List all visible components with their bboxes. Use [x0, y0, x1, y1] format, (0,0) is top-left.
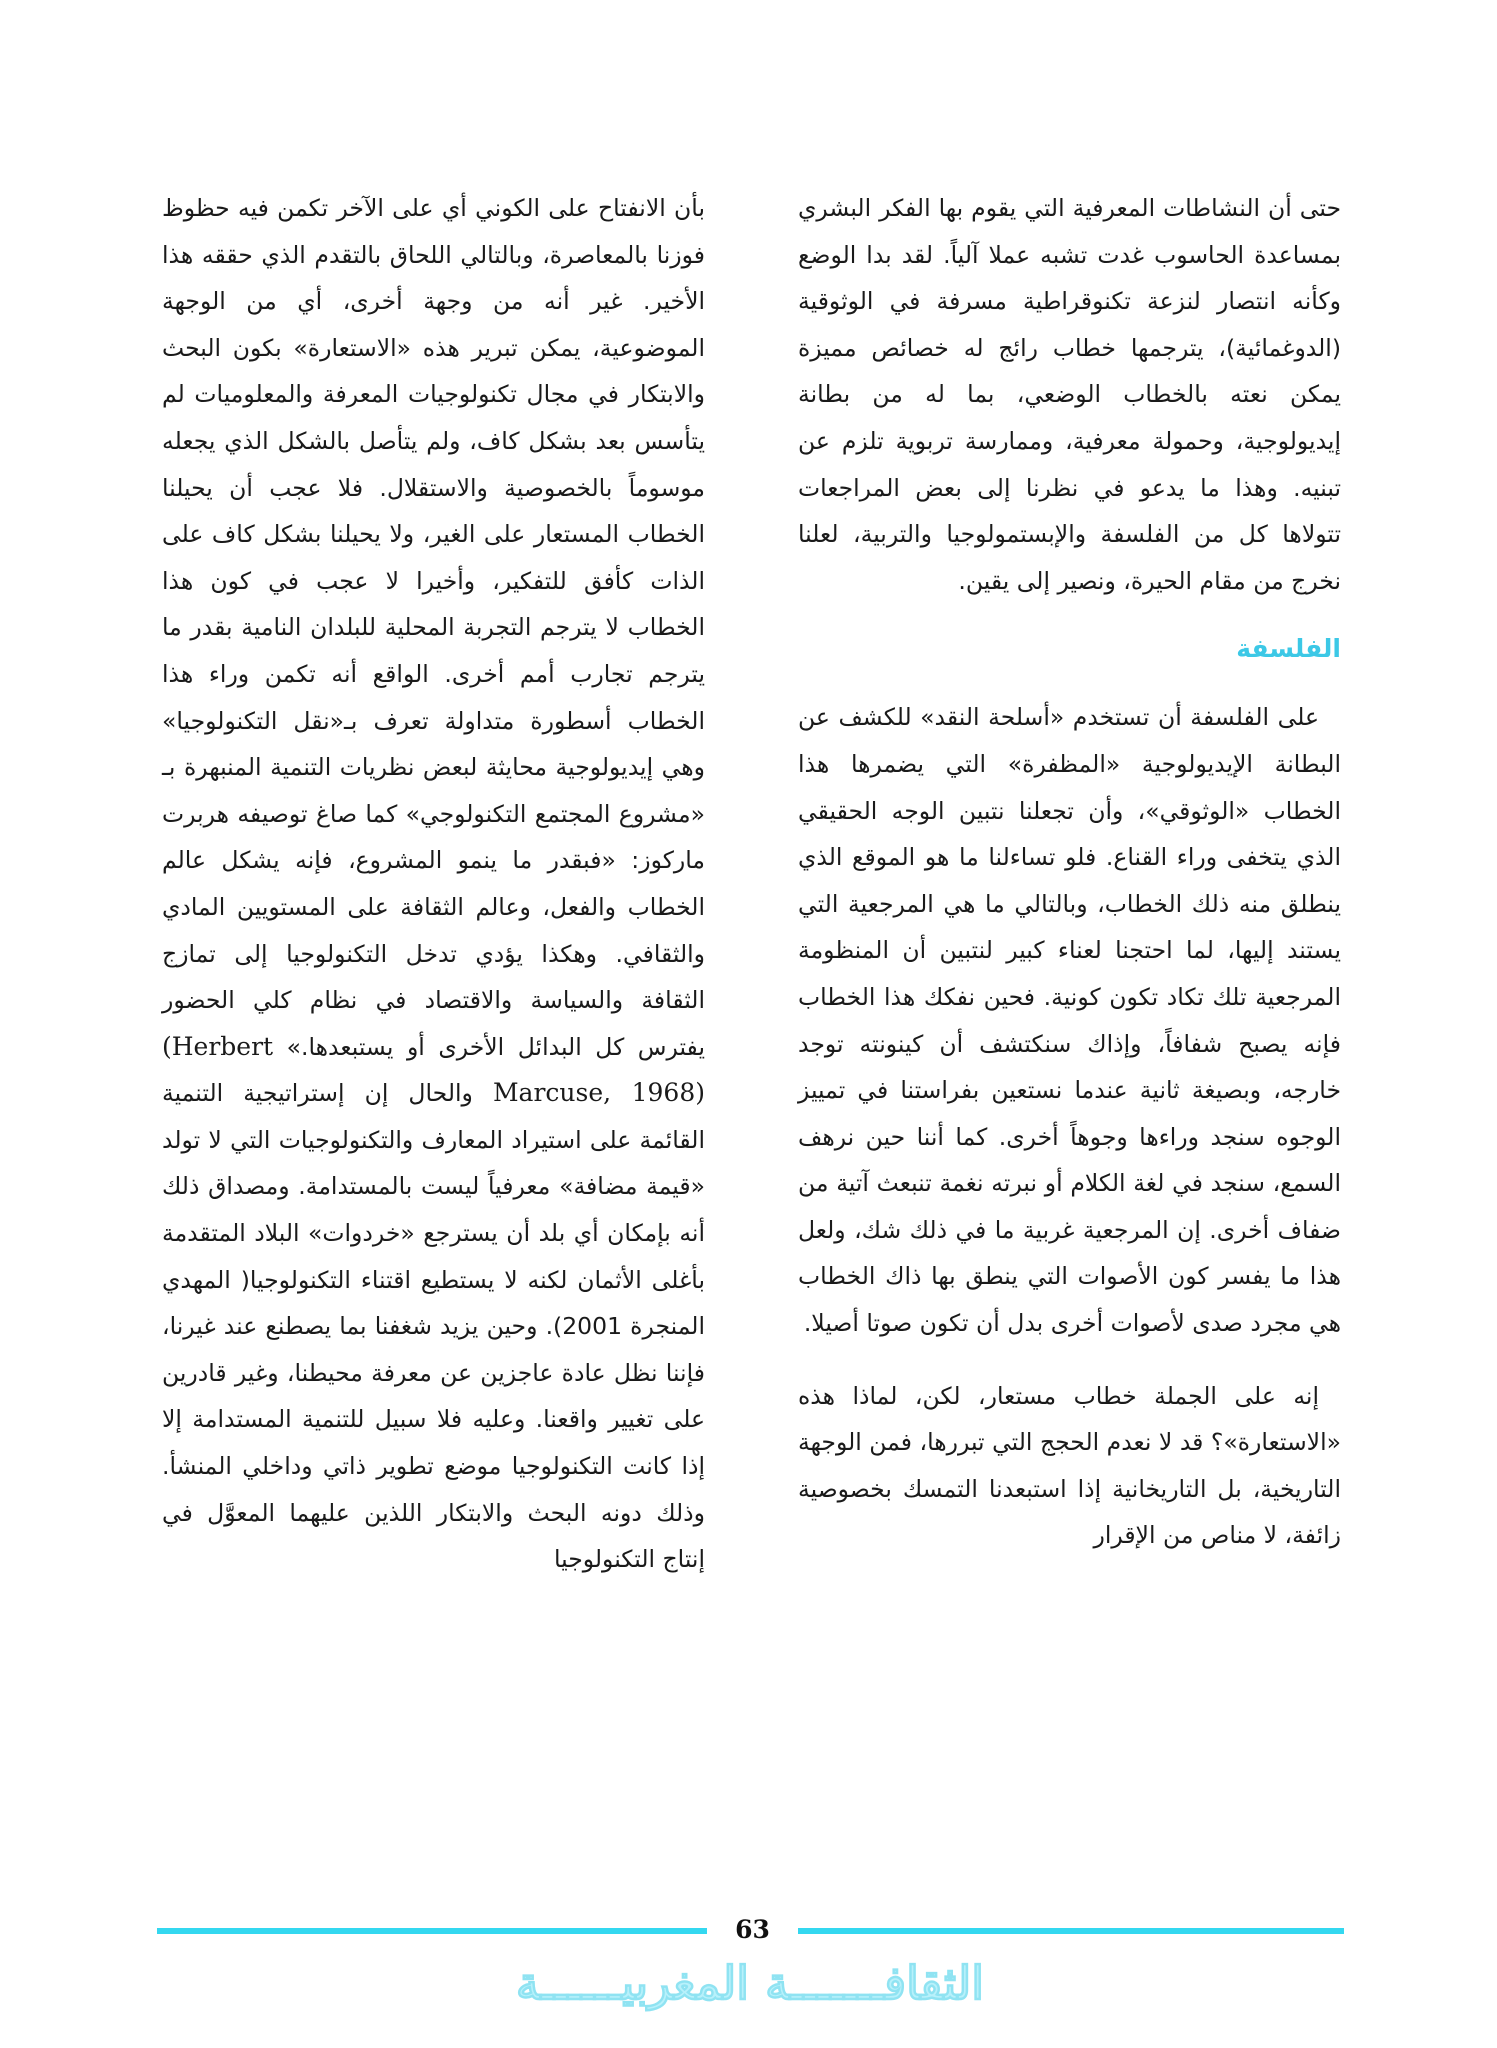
- body-paragraph: إنه على الجملة خطاب مستعار، لكن، لماذا هذه «الاستعارة»؟ قد لا نعدم الحجج التي تبررها، فمن الوجهة التاريخية، بل التاريخانية إذا استبعدنا التمسك بخصوصية زائفة، لا مناص من الإقرار: [798, 1381, 1341, 1550]
- section-heading: الفلسفة: [1236, 634, 1341, 664]
- right-column: [798, 185, 1341, 1559]
- body-paragraph: حتى أن النشاطات المعرفية التي يقوم بها الفكر البشري بمساعدة الحاسوب غدت تشبه عملا آلياً. لقد بدا الوضع وكأنه انتصار لنزعة تكنوقراطية مسرفة في الوثوقية (الدوغمائية)، يترجمها خطاب رائج له خصائص مميزة يمكن نعته بالخطاب الوضعي، بما له من بطانة إيديولوجية، وحمولة معرفية، وممارسة تربوية تلزم عن تبنيه. وهذا ما يدعو في نظرنا إلى بعض المراجعات تتولاها كل من الفلسفة والإبستمولوجيا والتربية، لعلنا نخرج من مقام الحيرة، ونصير إلى يقين.: [798, 194, 1341, 595]
- body-paragraph: على الفلسفة أن تستخدم «أسلحة النقد» للكشف عن البطانة الإيديولوجية «المظفرة» التي يضمرها هذا الخطاب «الوثوقي»، وأن تجعلنا نتبين الوجه الحقيقي الذي يتخفى وراء القناع. فلو تساءلنا ما هو الموقع الذي ينطلق منه ذلك الخطاب، وبالتالي ما هي المرجعية التي يستند إليها، لما احتجنا لعناء كبير لنتبين أن المنظومة المرجعية تلك تكاد تكون كونية. فحين نفكك هذا الخطاب فإنه يصبح شفافاً، وإذاك سنكتشف أن كينونته توجد خارجه، وبصيغة ثانية عندما نستعين بفراستنا في تمييز الوجوه سنجد وراءها وجوهاً أخرى. كما أننا حين نرهف السمع، سنجد في لغة الكلام أو نبرته نغمة تنبعث آتية من ضفاف أخرى. إن المرجعية غربية ما في ذلك شك، ولعل هذا ما يفسر كون الأصوات التي ينطق بها ذاك الخطاب هي مجرد صدى لأصوات أخرى بدل أن تكون صوتا أصيلا.: [798, 703, 1341, 1338]
- body-text: بأن الانفتاح على الكوني أي على الآخر تكمن فيه حظوظ فوزنا بالمعاصرة، وبالتالي اللحاق بالتقدم الذي حققه هذا الأخير. غير أنه من وجهة أخرى، أي من الوجهة الموضوعية، يمكن تبرير هذه «الاستعارة» بكون البحث والابتكار في مجال تكنولوجيات المعرفة والمعلوميات لم يتأسس بعد بشكل كاف، ولم يتأصل بالشكل الذي يجعله موسوماً بالخصوصية والاستقلال. فلا عجب أن يحيلنا الخطاب المستعار على الغير، ولا يحيلنا بشكل كاف على الذات كأفق للتفكير، وأخيرا لا عجب في كون هذا الخطاب لا يترجم التجربة المحلية للبلدان النامية بقدر ما يترجم تجارب أمم أخرى. الواقع أنه تكمن وراء هذا الخطاب أسطورة متداولة تعرف بـ«نقل التكنولوجيا» وهي إيديولوجية محايثة لبعض نظريات التنمية المنبهرة بـ «مشروع المجتمع التكنولوجي» كما صاغ توصيفه هربرت ماركوز: «فبقدر ما ينمو المشروع، فإنه يشكل عالم الخطاب والفعل، وعالم الثقافة على المستويين المادي والثقافي. وهكذا يؤدي تدخل التكنولوجيا إلى تمازج الثقافة والسياسة والاقتصاد في نظام كلي الحضور يفترس كل البدائل الأخرى أو يستبعدها.»: [162, 194, 705, 1061]
- page-number: 63: [735, 1915, 770, 1944]
- magazine-masthead: الثقافـــــــة المغربيــــــة: [515, 1956, 985, 2010]
- citation: (Herbert Marcuse, 1968): [162, 1031, 705, 1108]
- body-text: والحال إن إستراتيجية التنمية القائمة على استيراد المعارف والتكنولوجيات التي لا تولد «قيمة مضافة» معرفياً ليست بالمستدامة. ومصداق ذلك أنه بإمكان أي بلد أن يسترجع «خردوات» البلاد المتقدمة بأغلى الأثمان لكنه لا يستطيع اقتناء التكنولوجيا( المهدي المنجرة 2001). وحين يزيد شغفنا بما يصطنع عند غيرنا، فإننا نظل عادة عاجزين عن معرفة محيطنا، وغير قادرين على تغيير واقعنا. وعليه فلا سبيل للتنمية المستدامة إلا إذا كانت التكنولوجيا موضع تطوير ذاتي وداخلي المنشأ. وذلك دونه البحث والابتكار اللذين عليهما المعوَّل في إنتاج التكنولوجيا: [162, 1079, 705, 1574]
- footer-rule-right: [798, 1928, 1344, 1934]
- body-paragraph: [162, 185, 705, 1583]
- left-column: [162, 185, 705, 1583]
- footer-rule-left: [157, 1928, 707, 1934]
